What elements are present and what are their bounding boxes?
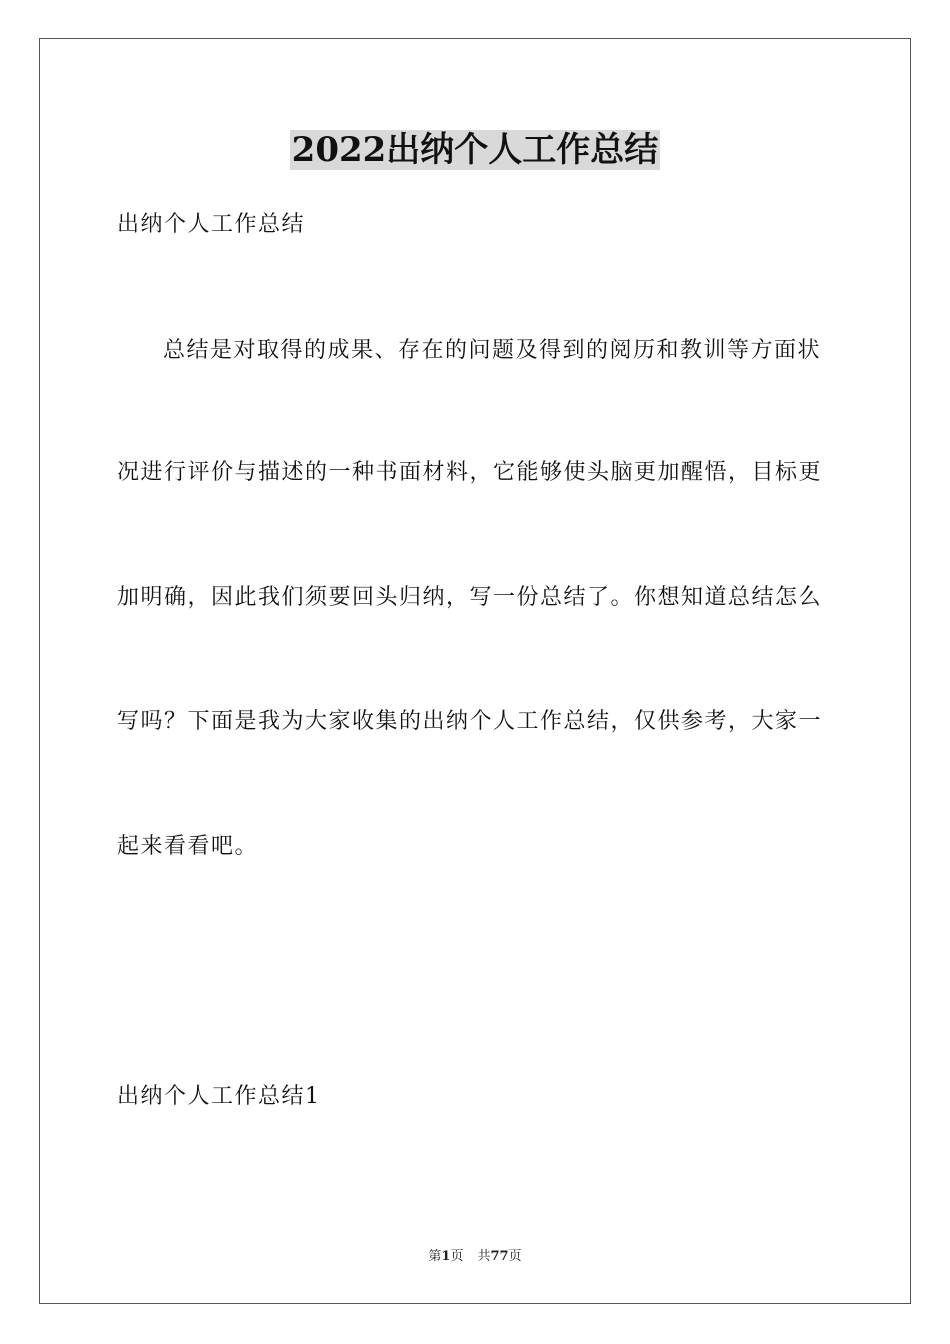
document-title-text: 2022出纳个人工作总结 bbox=[291, 130, 659, 170]
footer-total-pages: 77 bbox=[490, 1249, 509, 1264]
document-title bbox=[0, 128, 950, 172]
page-footer bbox=[0, 1247, 950, 1267]
section-heading: 出纳个人工作总结1 bbox=[117, 1084, 321, 1109]
footer-total-prefix: 共 bbox=[477, 1249, 491, 1264]
paragraph-line-2: 况进行评价与描述的一种书面材料，它能够使头脑更加醒悟，目标更 bbox=[117, 460, 823, 485]
paragraph-line-4: 写吗？下面是我为大家收集的出纳个人工作总结，仅供参考，大家一 bbox=[117, 709, 823, 734]
paragraph-line-3: 加明确，因此我们须要回头归纳，写一份总结了。你想知道总结怎么 bbox=[117, 585, 823, 610]
paragraph-line-5: 起来看看吧。 bbox=[117, 834, 259, 859]
footer-page-number: 1 bbox=[441, 1249, 451, 1264]
footer-page-suffix: 页 bbox=[450, 1249, 464, 1264]
paragraph-line-1: 总结是对取得的成果、存在的问题及得到的阅历和教训等方面状 bbox=[163, 338, 822, 363]
footer-total-suffix: 页 bbox=[508, 1249, 522, 1264]
footer-prefix: 第 bbox=[428, 1249, 442, 1264]
subtitle: 出纳个人工作总结 bbox=[117, 212, 306, 237]
